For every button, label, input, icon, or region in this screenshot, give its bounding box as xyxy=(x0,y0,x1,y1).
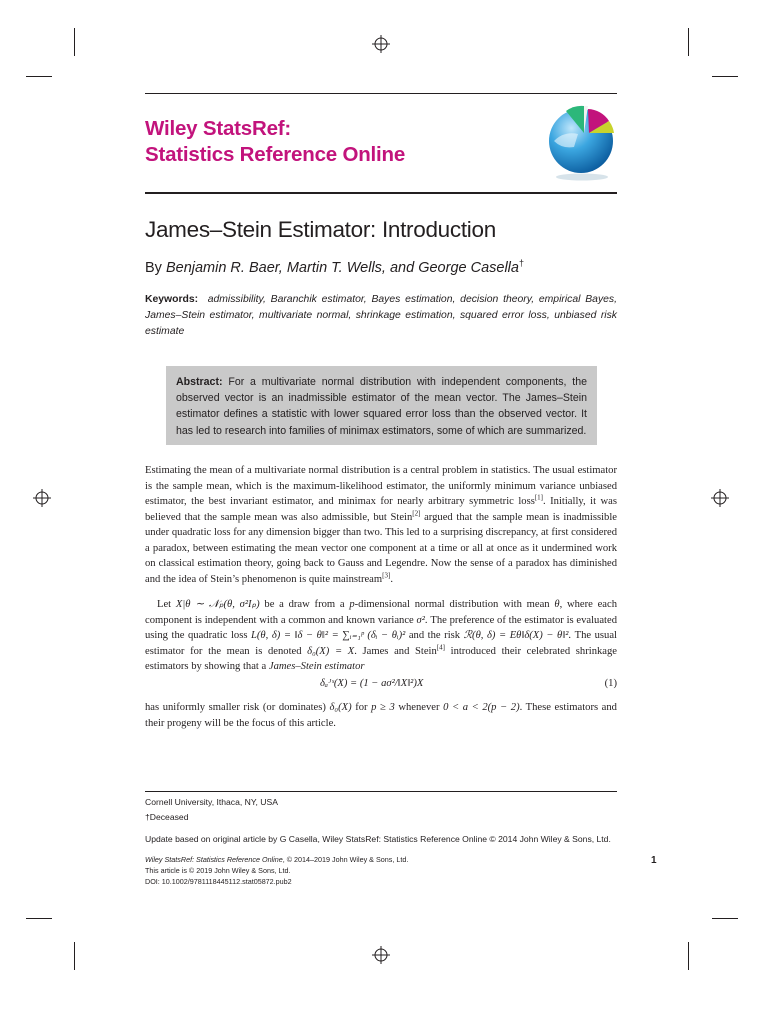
brand-line-1: Wiley StatsRef: xyxy=(145,117,292,140)
article-title: James–Stein Estimator: Introduction xyxy=(145,217,496,242)
crop-mark xyxy=(26,918,52,919)
author-names: Benjamin R. Baer, Martin T. Wells, and George Casella xyxy=(165,259,519,276)
registration-mark-icon xyxy=(372,946,390,964)
abstract-label: Abstract: xyxy=(176,376,223,388)
footnote-deceased: †Deceased xyxy=(145,812,189,822)
body-paragraph-1: Estimating the mean of a multivariate normal distribution is a central problem in statistics. The usual estimator is the sample mean, which is the maximum-likelihood estimator, the uniformly minimum variance unbiased estimator, the best invariant estimator, and minimax for nearly arbitrary symmetric loss[1]. Initially, it was believed that the sample mean was also admissible, but Stein[2] argued that the sample mean is inadmissible under quadratic loss for any dimension bigger than two. This led to a surprising discrepancy, at first considered a paradox, between estimating the mean vector one component at a time or all at once as it undermined work on classical estimation theory, going back to Gauss and Legendre. Now the sense of a paradox has diminished and the idea of Stein’s phenomenon is quite mainstream[3]. xyxy=(145,465,617,585)
registration-mark-icon xyxy=(372,35,390,53)
citation-2[interactable]: [2] xyxy=(412,508,421,517)
emphasis-term: James–Stein estimator xyxy=(268,661,365,672)
page-number: 1 xyxy=(651,855,657,866)
author-by: By xyxy=(145,259,166,276)
footer-doi[interactable]: DOI: 10.1002/9781118445112.stat05872.pub2 xyxy=(145,877,292,886)
registration-mark-icon xyxy=(33,489,51,507)
body-paragraph-2: Let X|θ ∼ 𝒩ₚ(θ, σ²Iₚ) be a draw from a p-dimensional normal distribution with mean θ, where each component is independent with a common and known variance σ². The preference of the estimator is evaluated using the quadratic loss L(θ, δ) = ‖δ − θ‖² = ∑ᵢ₌₁ᵖ (δᵢ − θᵢ)² and the risk ℛ(θ, δ) = Eθ‖δ(X) − θ‖². The usual estimator for the mean is denoted δ₀(X) = X. James and Stein[4] introduced their celebrated shrinkage estimators by showing that a James–Stein estimator xyxy=(145,599,617,672)
crop-mark xyxy=(74,942,75,970)
brand-line-2: Statistics Reference Online xyxy=(145,143,406,166)
footnote-affiliation: Cornell University, Ithaca, NY, USA xyxy=(145,797,278,807)
abstract-box xyxy=(166,366,597,445)
footnote-rule xyxy=(145,791,617,792)
keywords-label: Keywords: xyxy=(145,294,199,305)
crop-mark xyxy=(688,28,689,56)
crop-mark xyxy=(712,918,738,919)
globe-pie-chart-icon xyxy=(544,101,618,183)
crop-mark xyxy=(688,942,689,970)
crop-mark xyxy=(26,76,52,77)
crop-mark xyxy=(74,28,75,56)
citation-1[interactable]: [1] xyxy=(534,493,543,502)
citation-3[interactable]: [3] xyxy=(382,570,391,579)
equation-formula: δₐᴶˢ(X) = (1 − aσ²/‖X‖²)X xyxy=(320,678,424,689)
header-rule-bottom xyxy=(145,192,617,194)
abstract-text: For a multivariate normal distribution with independent components, the observed vector is an inadmissible estimator of the mean vector. The James–Stein estimator defines a statistic with lower squared error loss than the observed vector. It has led to research into families of minimax estimators, some of which are summarized. xyxy=(176,376,587,437)
header-rule-top xyxy=(145,93,617,94)
equation-number: (1) xyxy=(604,678,617,689)
author-line xyxy=(145,258,524,276)
author-dagger: † xyxy=(518,258,524,268)
citation-4[interactable]: [4] xyxy=(436,642,445,651)
keywords-block xyxy=(145,292,617,340)
registration-mark-icon xyxy=(711,489,729,507)
footnote-update: Update based on original article by G Casella, Wiley StatsRef: Statistics Reference Online © 2014 John Wiley & Sons, Ltd. xyxy=(145,834,611,844)
crop-mark xyxy=(712,76,738,77)
footer-copyright: This article is © 2019 John Wiley & Sons, Ltd. xyxy=(145,866,291,875)
body-paragraph-3: has uniformly smaller risk (or dominates) δ₀(X) for p ≥ 3 whenever 0 < a < 2(p − 2). These estimators and their progeny will be the focus of this article. xyxy=(145,702,617,729)
keywords-text: admissibility, Baranchik estimator, Bayes estimation, decision theory, empirical Bayes, James–Stein estimator, multivariate normal, shrinkage estimation, squared error loss, unbiased risk estimate xyxy=(145,294,617,337)
footer-journal: Wiley StatsRef: Statistics Reference Online, © 2014–2019 John Wiley & Sons, Ltd. xyxy=(145,855,409,864)
